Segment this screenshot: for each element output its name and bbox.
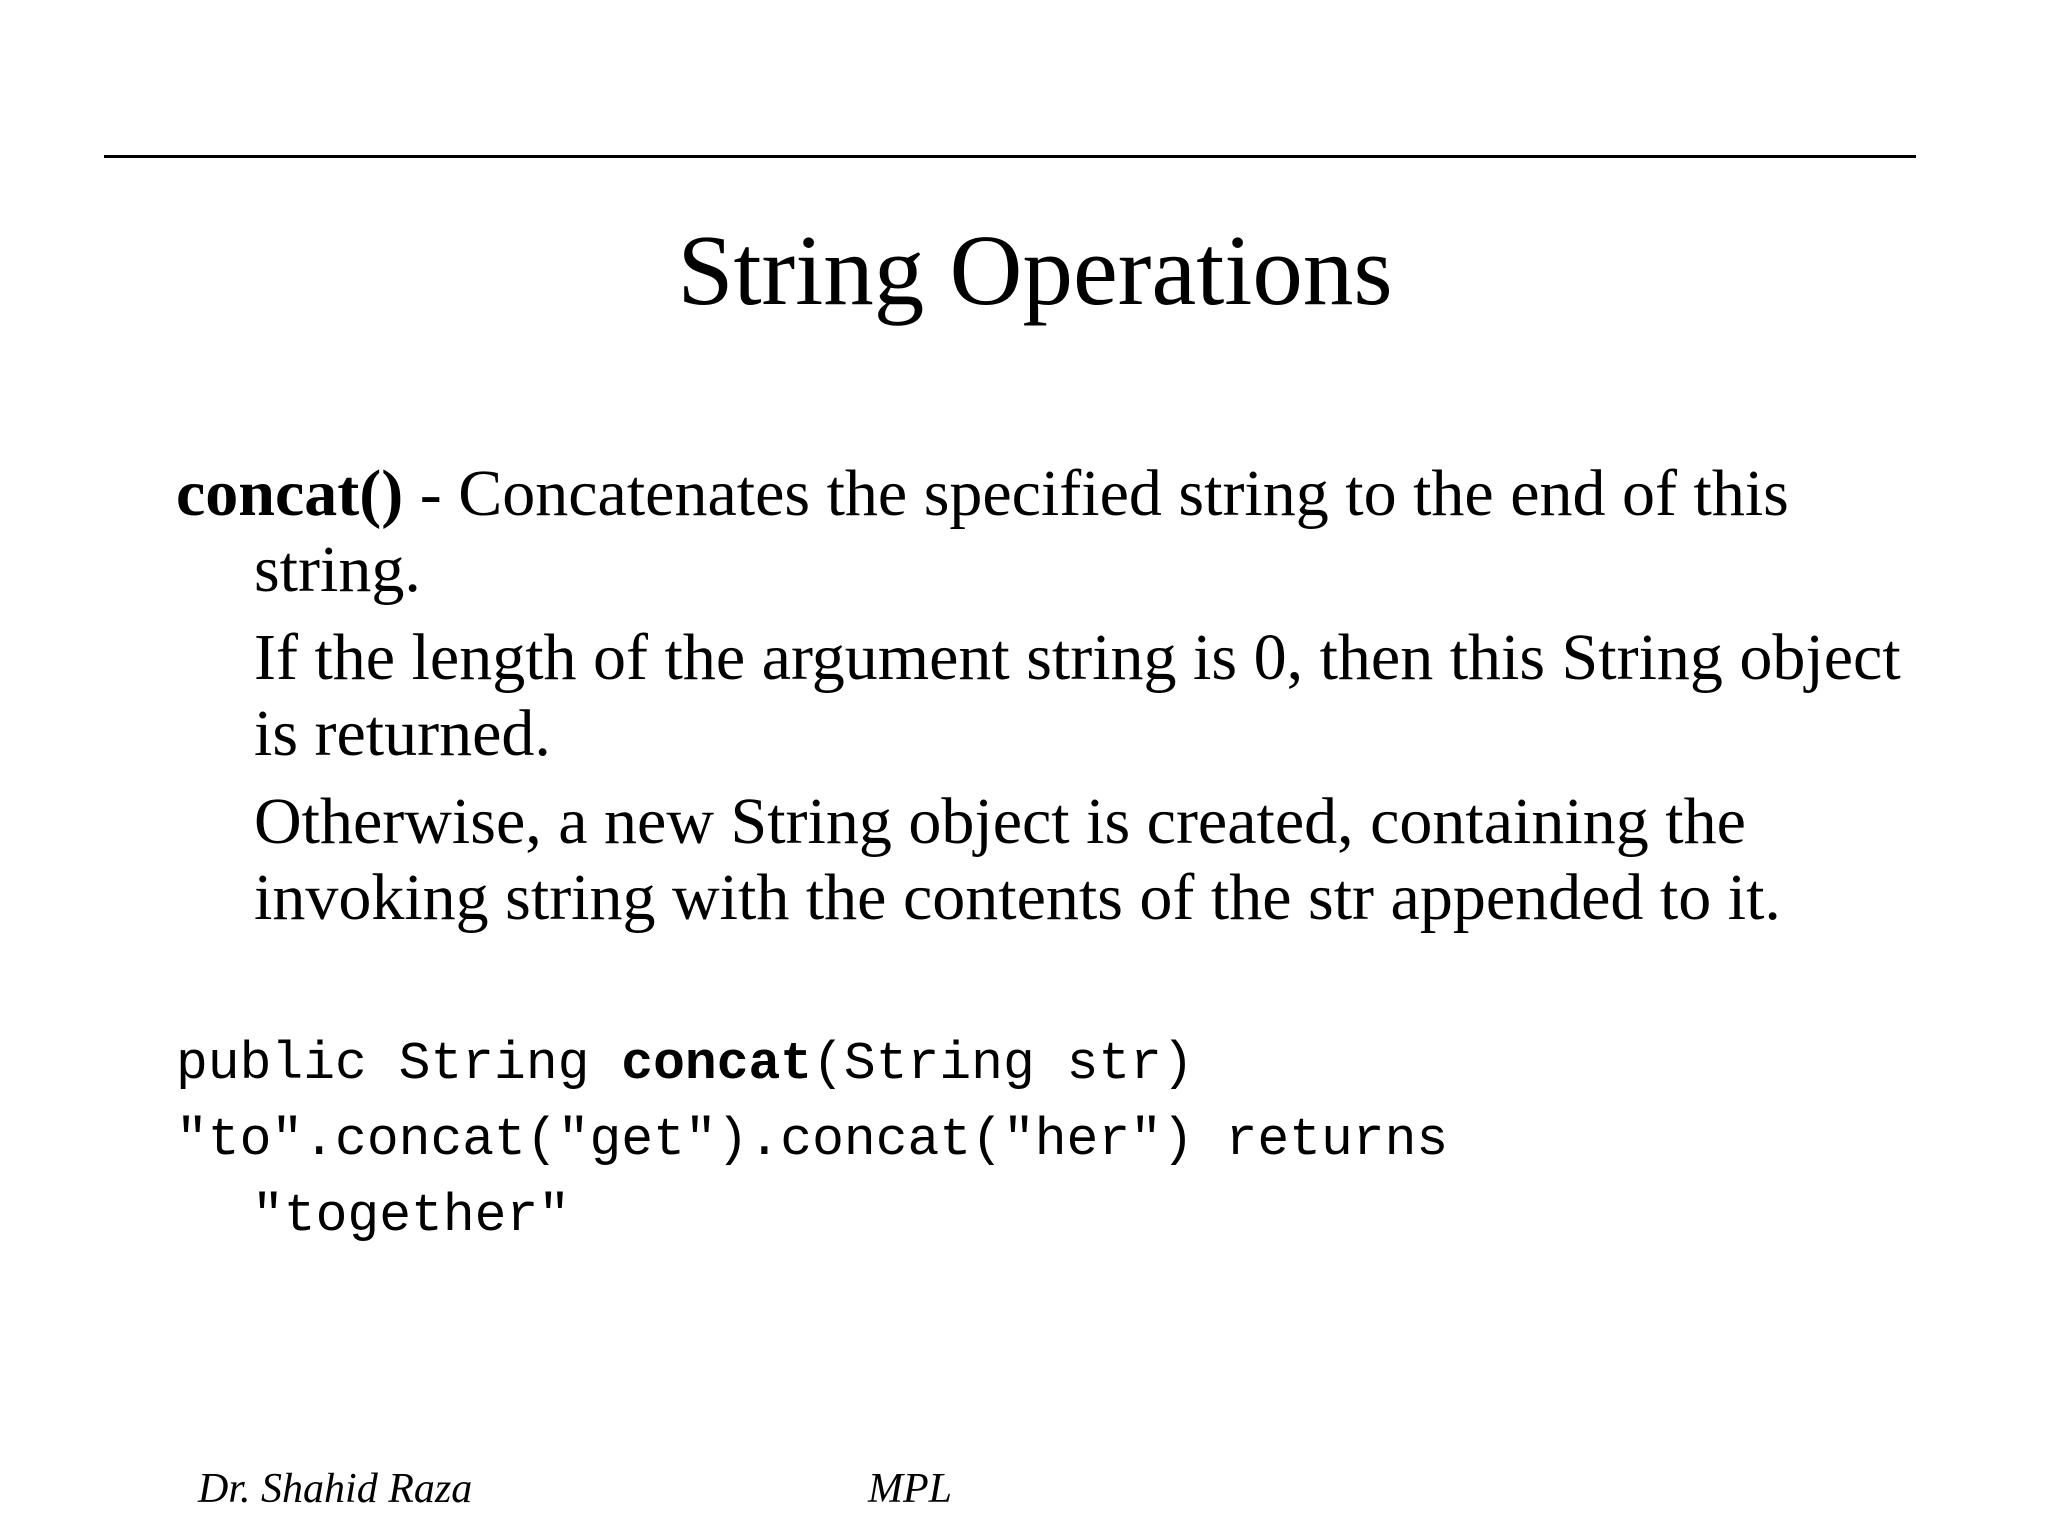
code-examples: [176, 1026, 1956, 1254]
new-object-note: Otherwise, a new String object is created, containing the invoking string with the contents of the str appended to it.: [254, 785, 1781, 934]
slide-title: String Operations: [677, 214, 1393, 326]
definition-separator: -: [403, 457, 459, 530]
header-rule: [104, 155, 1916, 158]
concat-definition: [176, 456, 1956, 608]
example-result: "together": [252, 1186, 571, 1246]
method-description: Concatenates the specified string to the end of this string.: [254, 457, 1789, 606]
signature-parameters: (String str): [812, 1034, 1194, 1094]
method-term: concat(): [176, 457, 404, 530]
method-signature: [176, 1026, 1956, 1102]
example-expression: "to".concat("get").concat("her") returns: [176, 1110, 1449, 1170]
slide-body: [176, 456, 1956, 948]
empty-argument-note: If the length of the argument string is 0, then this String object is returned.: [254, 621, 1901, 770]
footer-author: Dr. Shahid Raza: [198, 1466, 473, 1512]
footer-course: MPL: [868, 1466, 952, 1512]
signature-method-name: concat: [621, 1034, 813, 1094]
signature-prefix: public String: [176, 1034, 622, 1094]
